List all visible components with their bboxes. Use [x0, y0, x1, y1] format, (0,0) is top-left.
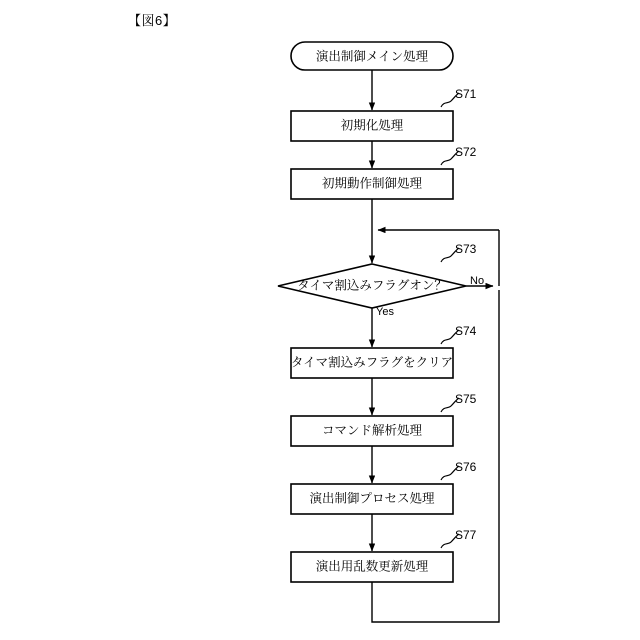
node-s72: [291, 145, 477, 199]
node-s71: [291, 87, 477, 141]
edge-label-no: No: [470, 274, 485, 287]
step-label-s74: S74: [455, 324, 477, 339]
node-s76-label: 演出制御プロセス処理: [309, 491, 435, 506]
step-label-s72: S72: [455, 145, 477, 160]
step-label-s75: S75: [455, 392, 477, 407]
node-s71-label: 初期化処理: [340, 118, 404, 133]
node-s75-label: コマンド解析処理: [321, 423, 423, 438]
node-s72-label: 初期動作制御処理: [321, 176, 423, 191]
node-s74-label: タイマ割込みフラグをクリア: [290, 355, 454, 370]
figure-label: 【図6】: [128, 13, 177, 28]
node-s74: [291, 324, 477, 378]
node-start: [291, 42, 453, 70]
node-s77-label: 演出用乱数更新処理: [315, 559, 429, 574]
step-label-s71: S71: [455, 87, 477, 102]
node-s75: [291, 392, 477, 446]
node-s73-label: タイマ割込みフラグオン？: [297, 278, 447, 293]
step-label-s73: S73: [455, 242, 477, 257]
step-label-s77: S77: [455, 528, 477, 543]
edge-label-yes: Yes: [376, 305, 394, 318]
node-s76: [291, 460, 477, 514]
node-start-label: 演出制御メイン処理: [315, 49, 429, 64]
step-label-s76: S76: [455, 460, 477, 475]
node-s77: [291, 528, 477, 582]
node-s73: [278, 242, 484, 308]
